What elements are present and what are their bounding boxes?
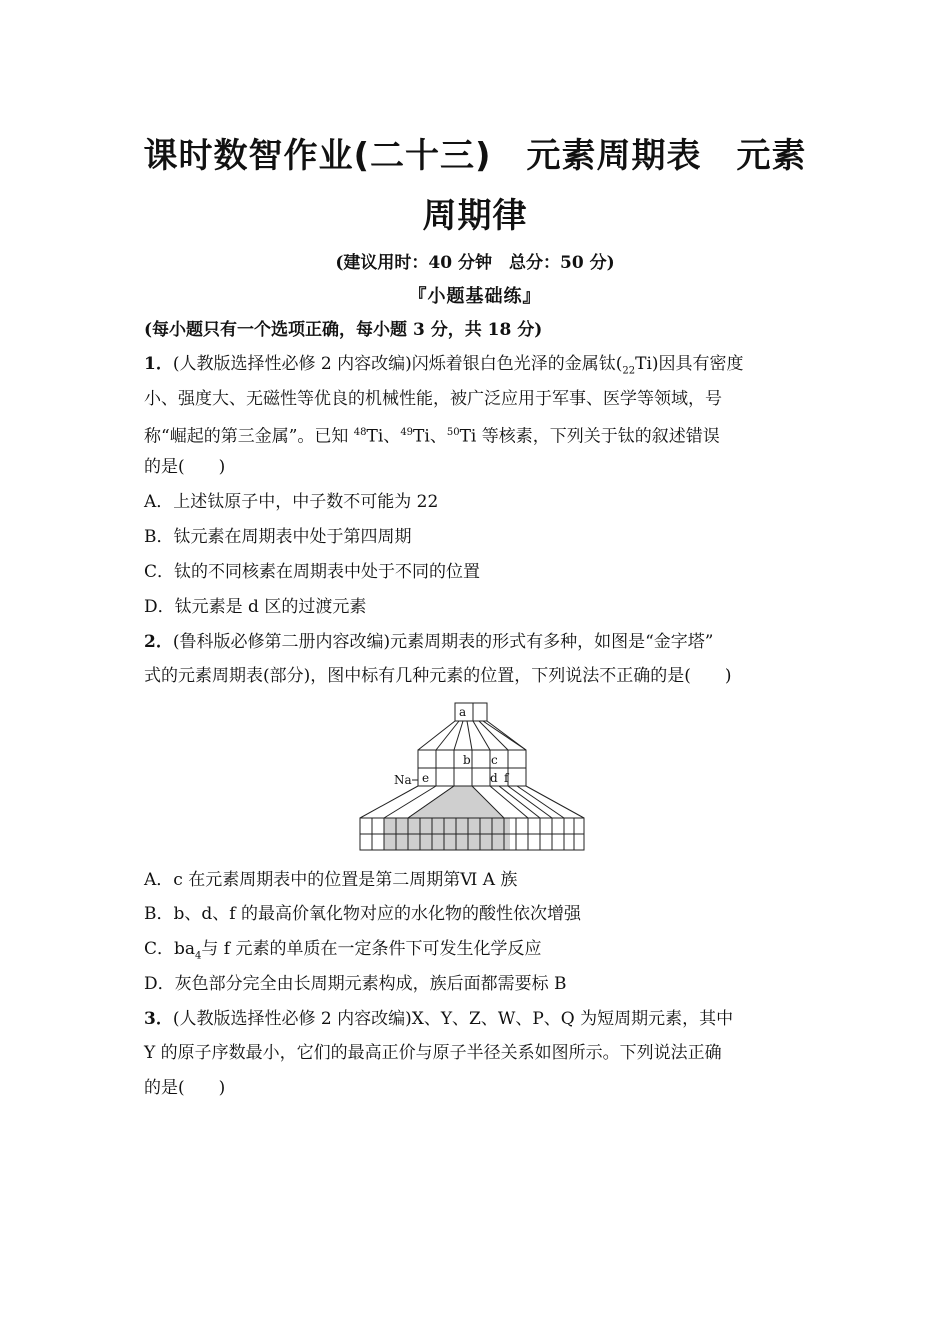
q1-option-b: B．钛元素在周期表中处于第四周期 bbox=[144, 527, 412, 547]
pyramid-periodic-table-figure bbox=[354, 700, 590, 856]
q1-line1 bbox=[144, 352, 814, 383]
q2-number: 2． bbox=[144, 632, 173, 652]
fig-label-f: f bbox=[504, 771, 509, 785]
q1-line2: 小、强度大、无磁性等优良的机械性能，被广泛应用于军事、医学等领域，号 bbox=[144, 389, 722, 409]
q2-option-a: A．c 在元素周期表中的位置是第二周期第Ⅵ A 族 bbox=[144, 870, 518, 890]
fig-label-na: Na bbox=[394, 773, 412, 787]
q2-option-c-b: 与 f 元素的单质在一定条件下可发生化学反应 bbox=[201, 939, 542, 959]
q1-iso1-text: Ti、 bbox=[366, 426, 401, 447]
q2-line2: 式的元素周期表(部分)，图中标有几种元素的位置，下列说法不正确的是( ) bbox=[144, 666, 732, 686]
instructions: (每小题只有一个选项正确，每小题 3 分，共 18 分) bbox=[144, 320, 543, 340]
q1-line4: 的是( ) bbox=[144, 457, 226, 477]
fig-label-c: c bbox=[491, 753, 498, 767]
q3-text: (人教版选择性必修 2 内容改编)X、Y、Z、W、P、Q 为短周期元素，其中 bbox=[172, 1009, 734, 1029]
q2-option-c-a: C．ba bbox=[144, 939, 196, 959]
fig-label-a: a bbox=[459, 705, 467, 719]
q2-line1 bbox=[144, 630, 814, 654]
q3-line1 bbox=[144, 1007, 814, 1031]
q1-text-b: Ti)因具有密度 bbox=[635, 354, 744, 374]
page-title-line1: 课时数智作业(二十三) 元素周期表 元素 bbox=[143, 136, 807, 176]
q1-ti-atomic-number: 22 bbox=[622, 365, 636, 377]
page-title-line2: 周期律 bbox=[422, 196, 528, 236]
q2-option-b: B．b、d、f 的最高价氧化物对应的水化物的酸性依次增强 bbox=[144, 904, 581, 924]
q1-option-c: C．钛的不同核素在周期表中处于不同的位置 bbox=[144, 562, 481, 582]
q1-iso1-mass: 48 bbox=[353, 427, 367, 438]
q3-line2: Y 的原子序数最小，它们的最高正价与原子半径关系如图所示。下列说法正确 bbox=[144, 1043, 722, 1063]
q1-line3-a: 称“崛起的第三金属”。已知 bbox=[144, 426, 354, 447]
q2-option-c bbox=[144, 937, 814, 968]
q1-text-a: (人教版选择性必修 2 内容改编)闪烁着银白色光泽的金属钛( bbox=[172, 354, 623, 374]
q1-line3 bbox=[144, 421, 814, 449]
fig-label-e: e bbox=[422, 771, 430, 785]
q1-line3-b: Ti 等核素，下列关于钛的叙述错误 bbox=[459, 426, 720, 447]
q2-option-d: D．灰色部分完全由长周期元素构成，族后面都需要标 B bbox=[144, 974, 567, 994]
q1-option-d: D．钛元素是 d 区的过渡元素 bbox=[144, 597, 367, 617]
time-score-note: (建议用时：40 分钟 总分：50 分) bbox=[335, 253, 615, 273]
q1-iso3-mass: 50 bbox=[446, 427, 460, 438]
q2-option-c-sub: 4 bbox=[195, 950, 202, 962]
q1-option-a: A．上述钛原子中，中子数不可能为 22 bbox=[144, 492, 439, 512]
q1-number: 1． bbox=[144, 354, 173, 374]
section-label: 『小题基础练』 bbox=[408, 286, 542, 307]
q1-iso2-mass: 49 bbox=[400, 427, 414, 438]
q3-line3: 的是( ) bbox=[144, 1078, 226, 1098]
q3-number: 3． bbox=[144, 1009, 173, 1029]
q1-iso2-text: Ti、 bbox=[413, 426, 447, 447]
q2-text: (鲁科版必修第二册内容改编)元素周期表的形式有多种，如图是“金字塔” bbox=[172, 632, 714, 652]
fig-label-b: b bbox=[463, 753, 471, 767]
fig-label-d: d bbox=[490, 771, 498, 785]
